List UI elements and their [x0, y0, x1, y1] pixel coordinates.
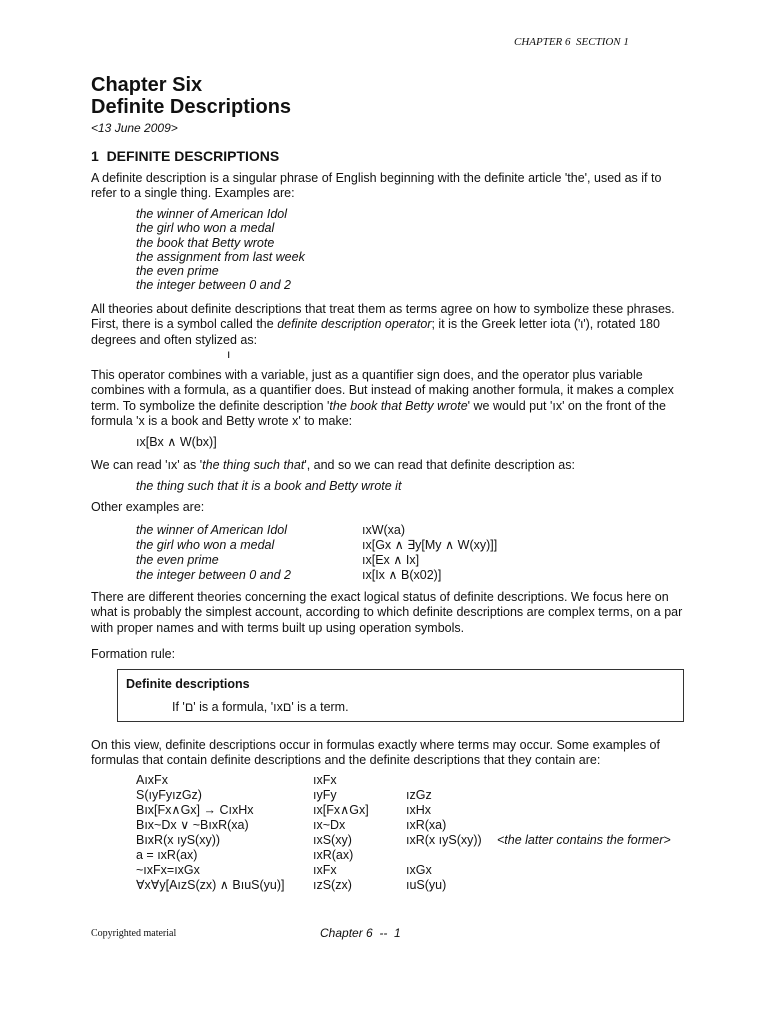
- theories-emphasis: definite description operator: [277, 317, 432, 332]
- formation-rule-label: Formation rule:: [91, 647, 176, 661]
- list-item: the integer between 0 and 2: [136, 278, 291, 293]
- table-description: ızS(zx): [313, 878, 352, 892]
- table-description: ıxFx: [313, 863, 337, 877]
- other-examples-table: [136, 522, 556, 582]
- example-english: the even prime: [136, 553, 219, 567]
- table-description: ıxFx: [313, 773, 337, 787]
- list-item: the girl who won a medal: [136, 221, 275, 236]
- copyright-notice: Copyrighted material: [91, 928, 177, 939]
- other-examples-label: Other examples are:: [91, 500, 205, 514]
- theories-paragraph: [91, 302, 683, 348]
- example-english: the integer between 0 and 2: [136, 568, 291, 582]
- rule-box-title: Definite descriptions: [126, 677, 250, 691]
- table-description: ıx~Dx: [313, 818, 346, 832]
- table-description: ıxGx: [406, 863, 432, 877]
- table-note: <the latter contains the former>: [497, 833, 671, 847]
- operator-paragraph: [91, 368, 683, 430]
- different-theories-paragraph: There are different theories concerning the exact logical status of definite descriptions. We focus here on what is probably the simplest account, according to which definite descriptions are complex terms, on a par with proper names and with terms built up using operation symbols.: [91, 590, 683, 635]
- chapter-date: <13 June 2009>: [91, 121, 178, 135]
- table-description: ıuS(yu): [406, 878, 447, 892]
- examples-list: [136, 207, 305, 293]
- table-formula: AıxFx: [136, 773, 168, 787]
- intro-paragraph: A definite description is a singular phrase of English beginning with the definite article 'the', used as if to refer to a single thing. Examples are:: [91, 171, 662, 201]
- formula-table: [136, 772, 684, 896]
- operator-text-a: This operator combines with a variable, just as a quantifier sign does, and the operator plus variable combines with a formula, as a quantifier does. But instead of making another formula, it makes a complex term. To symbolize the definite description ': [91, 368, 674, 413]
- table-formula: Bıx[Fx∧Gx] → CıxHx: [136, 803, 254, 817]
- table-formula: a = ıxR(ax): [136, 848, 198, 862]
- operator-text-b: ' we would put 'ıx' on the front of the formula 'x is a book and Betty wrote x' to make:: [91, 398, 666, 429]
- list-item: the book that Betty wrote: [136, 235, 275, 250]
- table-description: ızGz: [406, 788, 432, 802]
- table-description: ıxHx: [406, 803, 431, 817]
- running-head: CHAPTER 6 SECTION 1: [514, 36, 629, 48]
- table-description: ıyFy: [313, 788, 337, 802]
- example-english: the girl who won a medal: [136, 538, 275, 552]
- theories-text-b: ; it is the Greek letter iota ('ι'), rotated 180 degrees and often stylized as:: [91, 317, 660, 347]
- read-paragraph: [91, 458, 683, 473]
- table-description: ıxR(x ıyS(xy)): [406, 833, 482, 847]
- on-view-paragraph: On this view, definite descriptions occur in formulas exactly where terms may occur. Some examples of formulas that contain definite descriptions and the definite descriptions that they contain are:: [91, 738, 660, 768]
- table-description: ıxS(xy): [313, 833, 352, 847]
- chapter-subtitle: Definite Descriptions: [91, 96, 292, 118]
- example-symbol: ıx[Ex ∧ Ix]: [362, 553, 420, 567]
- reading-example: the thing such that it is a book and Betty wrote it: [136, 479, 402, 493]
- formula-example: ıx[Bx ∧ W(bx)]: [136, 435, 217, 449]
- page-number: Chapter 6 -- 1: [320, 926, 401, 940]
- formation-rule-box: [117, 669, 684, 722]
- example-symbol: ıxW(xa): [362, 523, 406, 537]
- table-formula: BıxR(x ıyS(xy)): [136, 833, 221, 847]
- iota-glyph: ı: [227, 347, 231, 361]
- theories-text-a: All theories about definite descriptions that treat them as terms agree on how to symbolize these phrases. First, there is a symbol called the: [91, 302, 675, 332]
- read-text-b: ', and so we can read that definite description as:: [304, 458, 575, 472]
- read-emphasis: the thing such that: [202, 458, 305, 472]
- table-formula: S(ıyFyızGz): [136, 788, 202, 802]
- example-symbol: ıx[Gx ∧ ∃y[My ∧ W(xy)]]: [362, 538, 498, 552]
- operator-emphasis: the book that Betty wrote: [329, 398, 468, 413]
- read-text-a: We can read 'ıx' as ': [91, 458, 203, 472]
- table-formula: ∀x∀y[AızS(zx) ∧ BıuS(yu)]: [136, 878, 285, 892]
- section-heading: 1 DEFINITE DESCRIPTIONS: [91, 148, 280, 164]
- example-english: the winner of American Idol: [136, 523, 288, 537]
- table-description: ıxR(ax): [313, 848, 354, 862]
- table-description: ıx[Fx∧Gx]: [313, 803, 369, 817]
- chapter-title: Chapter Six: [91, 74, 203, 96]
- list-item: the even prime: [136, 264, 219, 279]
- table-formula: ~ıxFx=ıxGx: [136, 863, 200, 877]
- list-item: the winner of American Idol: [136, 207, 288, 221]
- example-symbol: ıx[Ix ∧ B(x02)]: [362, 568, 442, 582]
- table-description: ıxR(xa): [406, 818, 447, 832]
- rule-box-text: If 'ם' is a formula, 'ıxם' is a term.: [172, 700, 349, 714]
- list-item: the assignment from last week: [136, 249, 305, 264]
- table-formula: Bıx~Dx ∨ ~BıxR(xa): [136, 818, 249, 832]
